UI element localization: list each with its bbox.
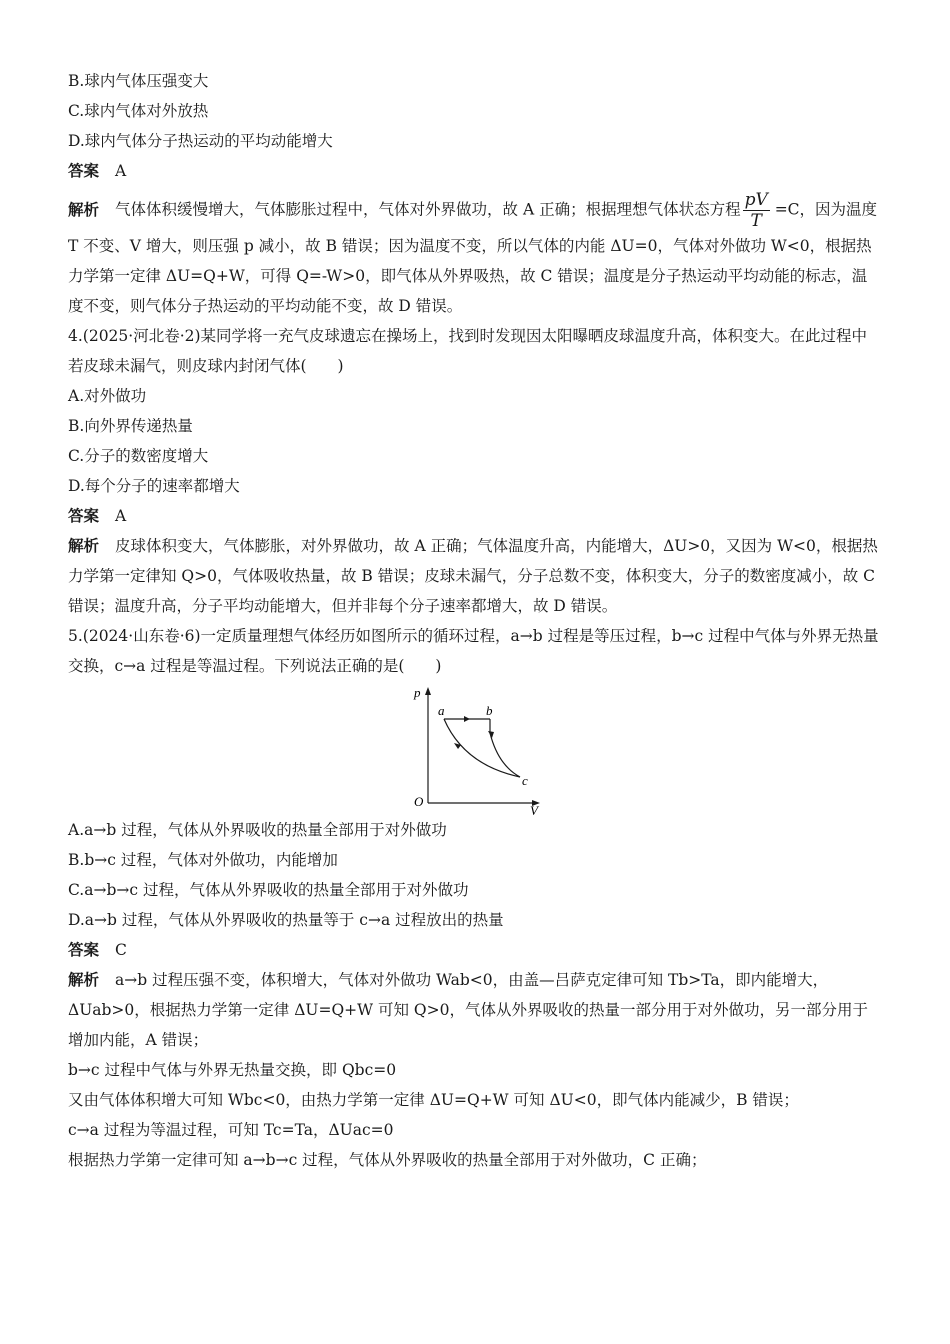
q4-option-a: A.对外做功 (68, 387, 147, 405)
q5-analysis-1 (68, 965, 882, 1055)
axis-label-p: p (414, 685, 421, 700)
process-ab-arrow-icon (464, 716, 470, 722)
page-content (68, 66, 882, 1175)
answer-label: 答案 (68, 507, 100, 525)
q3-option-d: D.球内气体分子热运动的平均动能增大 (68, 132, 333, 150)
answer-value: A (115, 507, 127, 525)
q5-option-c: C.a→b→c 过程，气体从外界吸收的热量全部用于对外做功 (68, 881, 469, 899)
fraction-numerator: pV (744, 190, 768, 210)
answer-value: A (115, 162, 127, 180)
point-label-a: a (438, 703, 445, 718)
q4-answer (68, 501, 882, 531)
process-bc (490, 719, 520, 777)
q4-option-d: D.每个分子的速率都增大 (68, 477, 240, 495)
q4-stem: 4.(2025·河北卷·2)某同学将一充气皮球遗忘在操场上，找到时发现因太阳曝晒皮球温度升高，体积变大。在此过程中若皮球未漏气，则皮球内封闭气体( ) (68, 327, 868, 375)
analysis-text-1: 气体体积缓慢增大，气体膨胀过程中，气体对外界做功，故 A 正确；根据理想气体状态方程 (115, 200, 741, 219)
analysis-text: 皮球体积变大，气体膨胀，对外界做功，故 A 正确；气体温度升高，内能增大，ΔU>0，又因为 W<0，根据热力学第一定律知 Q>0，气体吸收热量，故 B 错误；皮球未漏气，分子总数不变，体积变大，分子的数密度减小，故 C 错误；温度升高，分子平均动能增大，但并非每个分子速率都增大，故 D 错误。 (68, 537, 878, 615)
q5-option-a: A.a→b 过程，气体从外界吸收的热量全部用于对外做功 (68, 821, 447, 839)
q5-analysis-2: b→c 过程中气体与外界无热量交换，即 Qbc=0 (68, 1061, 397, 1079)
point-label-b: b (486, 703, 493, 718)
analysis-label: 解析 (68, 537, 100, 555)
q5-answer (68, 935, 882, 965)
q5-analysis-4: c→a 过程为等温过程，可知 Tc=Ta，ΔUac=0 (68, 1121, 394, 1139)
q4-option-c: C.分子的数密度增大 (68, 447, 209, 465)
q5-option-d: D.a→b 过程，气体从外界吸收的热量等于 c→a 过程放出的热量 (68, 911, 504, 929)
answer-label: 答案 (68, 162, 100, 180)
p-axis-arrow-icon (425, 687, 431, 695)
answer-value: C (115, 941, 127, 959)
pv-cycle-diagram (408, 685, 548, 815)
q3-option-c: C.球内气体对外放热 (68, 102, 209, 120)
origin-label: O (414, 794, 424, 809)
analysis-label: 解析 (68, 200, 100, 219)
q5-analysis-3: 又由气体体积增大可知 Wbc<0，由热力学第一定律 ΔU=Q+W 可知 ΔU<0，即气体内能减少，B 错误； (68, 1091, 799, 1109)
q3-analysis (68, 190, 882, 321)
q3-answer (68, 156, 882, 186)
q5-stem: 5.(2024·山东卷·6)一定质量理想气体经历如图所示的循环过程，a→b 过程是等压过程，b→c 过程中气体与外界无热量交换，c→a 过程是等温过程。下列说法正确的是( ) (68, 627, 879, 675)
point-label-c: c (522, 773, 528, 788)
analysis-text-1: a→b 过程压强不变，体积增大，气体对外做功 Wab<0，由盖—吕萨克定律可知 Tb>Ta，即内能增大，ΔUab>0，根据热力学第一定律 ΔU=Q+W 可知 Q>0，气体从外界吸收的热量一部分用于对外做功，另一部分用于增加内能，A 错误； (68, 971, 868, 1049)
q5-option-b: B.b→c 过程，气体对外做功，内能增加 (68, 851, 338, 869)
answer-label: 答案 (68, 941, 100, 959)
q4-analysis (68, 531, 882, 621)
analysis-label: 解析 (68, 971, 100, 989)
ideal-gas-fraction (743, 190, 770, 231)
q4-option-b: B.向外界传递热量 (68, 417, 193, 435)
q3-option-b: B.球内气体压强变大 (68, 72, 209, 90)
q5-analysis-5: 根据热力学第一定律可知 a→b→c 过程，气体从外界吸收的热量全部用于对外做功，C 正确； (68, 1151, 707, 1169)
analysis-text-2: =C，因为温度 T 不变、V 增大，则压强 p 减小，故 B 错误；因为温度不变，所以气体的内能 ΔU=0，气体对外做功 W<0，根据热力学第一定律 ΔU=Q+W，可得 Q=-W>0，即气体从外界吸热，故 C 错误；温度是分子热运动平均动能的标志，温度不变，则气体分子热运动的平均动能不变，故 D 错误。 (68, 200, 878, 315)
fraction-denominator: T (750, 211, 762, 231)
axis-label-v: V (530, 803, 538, 815)
